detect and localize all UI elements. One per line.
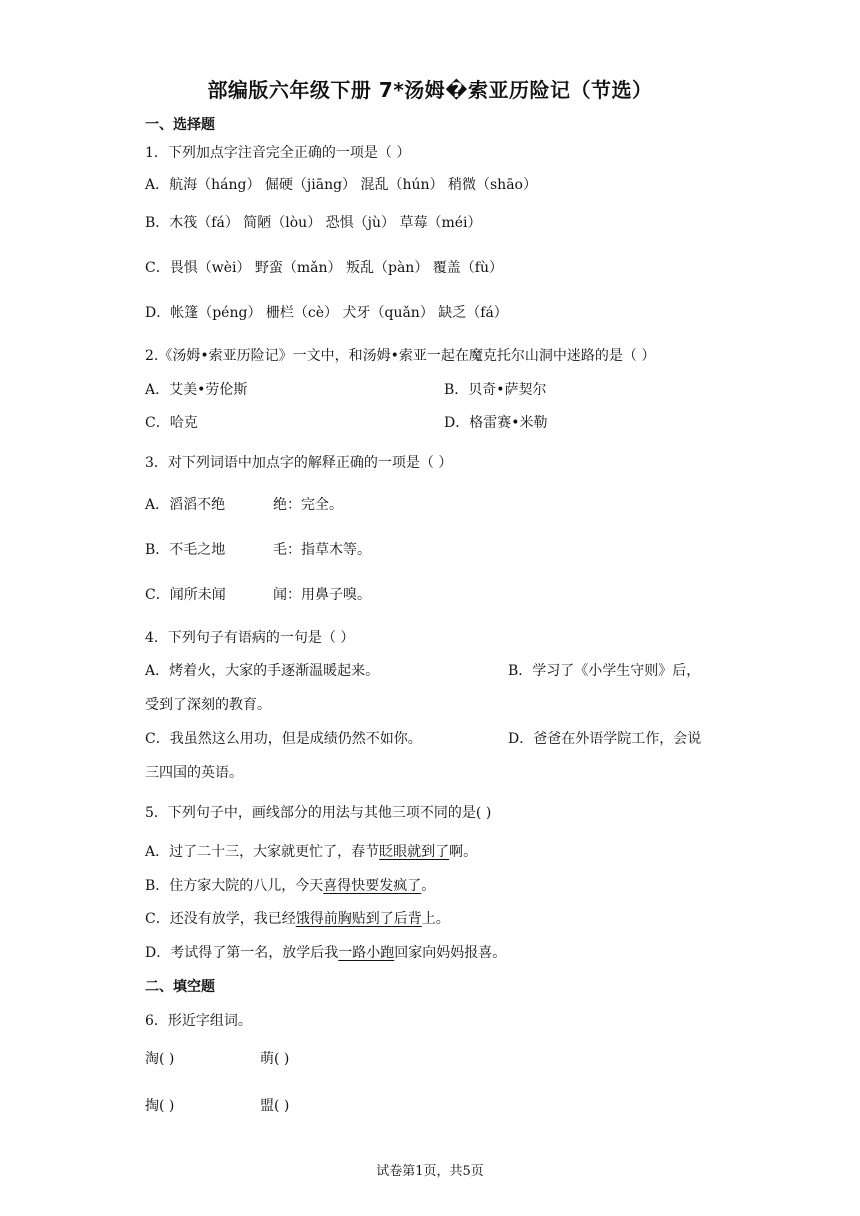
question-3-stem: 3．对下列词语中加点字的解释正确的一项是（ ） [145,455,453,471]
question-6-blank-3: 掏( ) [145,1098,175,1114]
question-4-option-d-continued: 三四国的英语。 [145,765,243,781]
question-3-option-c-explanation: 闻：用鼻子嗅。 [273,587,371,603]
question-4-option-d: D．爸爸在外语学院工作，会说 [508,731,702,747]
question-5-option-d [145,942,506,962]
question-2-option-a: A．艾美•劳伦斯 [145,382,248,398]
question-5-option-b-underlined: 喜得快要发疯了 [323,878,422,894]
question-3-option-b-explanation: 毛：指草木等。 [273,542,371,558]
question-1-option-c: C．畏惧（wèi） 野蛮（mǎn） 叛乱（pàn） 覆盖（fù） [145,260,503,276]
question-2-option-d: D．格雷赛•米勒 [444,415,548,431]
question-5-option-a [145,841,477,861]
question-1-stem: 1．下列加点字注音完全正确的一项是（ ） [145,145,411,161]
question-5-option-b-suffix: 。 [421,878,436,894]
question-4-option-b: B．学习了《小学生守则》后， [508,663,701,679]
question-6-blank-1: 淘( ) [145,1051,175,1067]
question-5-option-a-underlined: 眨眼就到了 [379,844,450,860]
question-2-stem: 2.《汤姆•索亚历险记》一文中，和汤姆•索亚一起在魔克托尔山洞中迷路的是（ ） [145,348,656,364]
question-3-option-a-explanation: 绝：完全。 [273,497,343,513]
question-6-stem: 6．形近字组词。 [145,1013,252,1029]
question-4-stem: 4．下列句子有语病的一句是（ ） [145,630,355,646]
question-5-option-b-prefix: B．住方家大院的八儿，今天 [145,878,324,894]
question-5-option-c-prefix: C．还没有放学，我已经 [145,911,296,927]
question-5-option-d-underlined: 一路小跑 [338,945,395,961]
question-6-blank-2: 萌( ) [260,1051,290,1067]
question-3-option-a-word: A．滔滔不绝 [145,497,226,513]
question-5-option-c-suffix: 上。 [421,911,450,927]
question-1-option-b: B．木筏（fá） 简陋（lòu） 恐惧（jù） 草莓（méi） [145,215,482,231]
section-heading-fill: 二、填空题 [145,979,215,995]
question-5-option-d-suffix: 回家向妈妈报喜。 [394,945,507,961]
question-5-option-b [145,875,435,895]
question-6-blank-4: 盟( ) [260,1098,290,1114]
question-4-option-a: A．烤着火，大家的手逐渐温暖起来。 [145,663,380,679]
question-5-stem: 5．下列句子中，画线部分的用法与其他三项不同的是( ) [145,805,492,821]
question-3-option-c-word: C．闻所未闻 [145,587,226,603]
question-2-option-b: B．贝奇•萨契尔 [444,382,547,398]
question-1-option-a: A．航海（háng） 倔硬（jiāng） 混乱（hún） 稍微（shāo） [145,177,537,193]
question-4-option-c: C．我虽然这么用功，但是成绩仍然不如你。 [145,731,422,747]
question-4-option-b-continued: 受到了深刻的教育。 [145,697,271,713]
question-5-option-a-suffix: 啊。 [449,844,478,860]
question-5-option-d-prefix: D．考试得了第一名，放学后我 [145,945,339,961]
section-heading-choice: 一、选择题 [145,117,215,133]
question-5-option-c-underlined: 饿得前胸贴到了后背 [295,911,422,927]
question-3-option-b-word: B．不毛之地 [145,542,226,558]
page-footer: 试卷第1页，共5页 [376,1164,484,1179]
question-5-option-a-prefix: A．过了二十三，大家就更忙了，春节 [145,844,380,860]
page-title: 部编版六年级下册 7*汤姆�索亚历险记（节选） [207,78,653,102]
question-2-option-c: C．哈克 [145,415,198,431]
question-5-option-c [145,908,450,928]
question-1-option-d: D．帐篷（péng） 栅栏（cè） 犬牙（quǎn） 缺乏（fá） [145,305,508,321]
